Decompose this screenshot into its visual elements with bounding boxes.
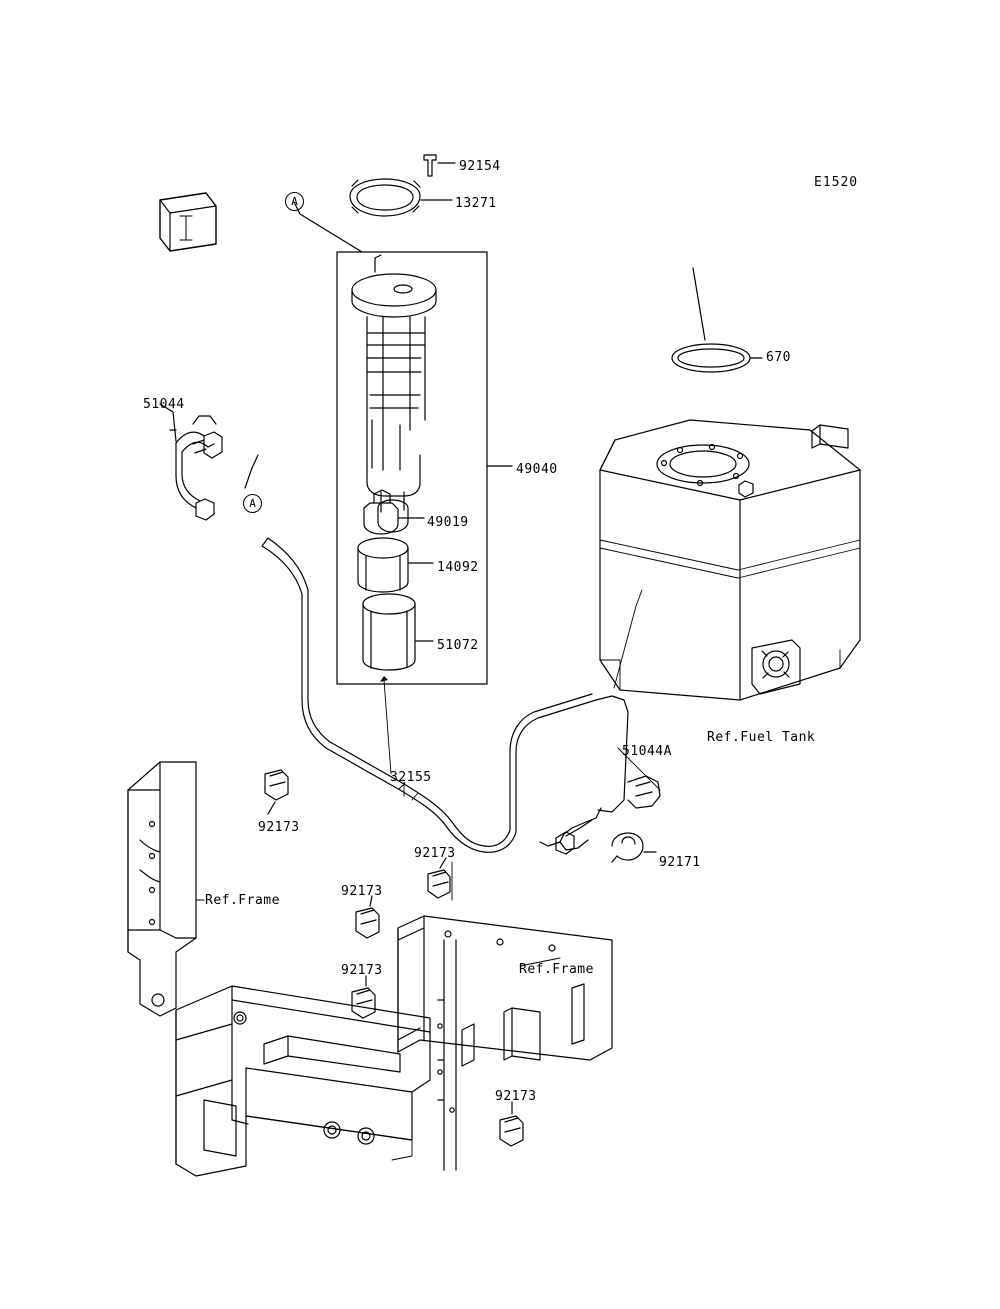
clamp-92171 (612, 833, 656, 862)
leader-a-left (245, 455, 258, 488)
filter-case-51072 (363, 594, 433, 670)
part-32155: 32155 (390, 770, 432, 785)
fuel-tank-reference (600, 420, 860, 700)
ref-frame-left: Ref.Frame (205, 893, 280, 908)
fuel-hose-51044 (160, 404, 222, 520)
clamp-92173-bottom (500, 1102, 523, 1146)
callout-a-left: A (243, 494, 262, 513)
part-92173-bottom: 92173 (495, 1089, 537, 1104)
part-51072: 51072 (437, 638, 479, 653)
part-92154: 92154 (459, 159, 501, 174)
clamp-92173-bottom-left (352, 976, 375, 1018)
part-49040: 49040 (516, 462, 558, 477)
cover-14092 (358, 538, 433, 592)
leader-a-top (294, 202, 362, 252)
callout-a-top: A (285, 192, 304, 211)
gasket-13271 (350, 179, 452, 216)
part-92173-lower-left: 92173 (341, 884, 383, 899)
clamp-92173-upper-left (265, 770, 288, 814)
assembly-box-49040 (337, 252, 487, 684)
part-49019: 49019 (427, 515, 469, 530)
ref-fuel-tank: Ref.Fuel Tank (707, 730, 816, 745)
frame-reference-left (128, 762, 204, 1016)
part-92173-mid: 92173 (414, 846, 456, 861)
o-ring-670 (672, 268, 762, 372)
ref-frame-right: Ref.Frame (519, 962, 594, 977)
front-arrow-icon (160, 193, 216, 251)
part-670: 670 (766, 350, 791, 365)
fuel-line-32155 (262, 538, 596, 852)
part-13271: 13271 (455, 196, 497, 211)
part-92171: 92171 (659, 855, 701, 870)
fuel-pump-assembly (352, 255, 436, 532)
part-51044: 51044 (143, 397, 185, 412)
part-14092: 14092 (437, 560, 479, 575)
part-92173-bottom-left: 92173 (341, 963, 383, 978)
chassis-lower (176, 986, 430, 1176)
clamp-92173-mid (428, 858, 450, 898)
part-51044a: 51044A (622, 744, 672, 759)
clamp-92173-lower-left (356, 896, 379, 938)
sheet-code: E1520 (814, 175, 859, 190)
bolt-92154 (424, 155, 455, 176)
part-92173-upper-left: 92173 (258, 820, 300, 835)
